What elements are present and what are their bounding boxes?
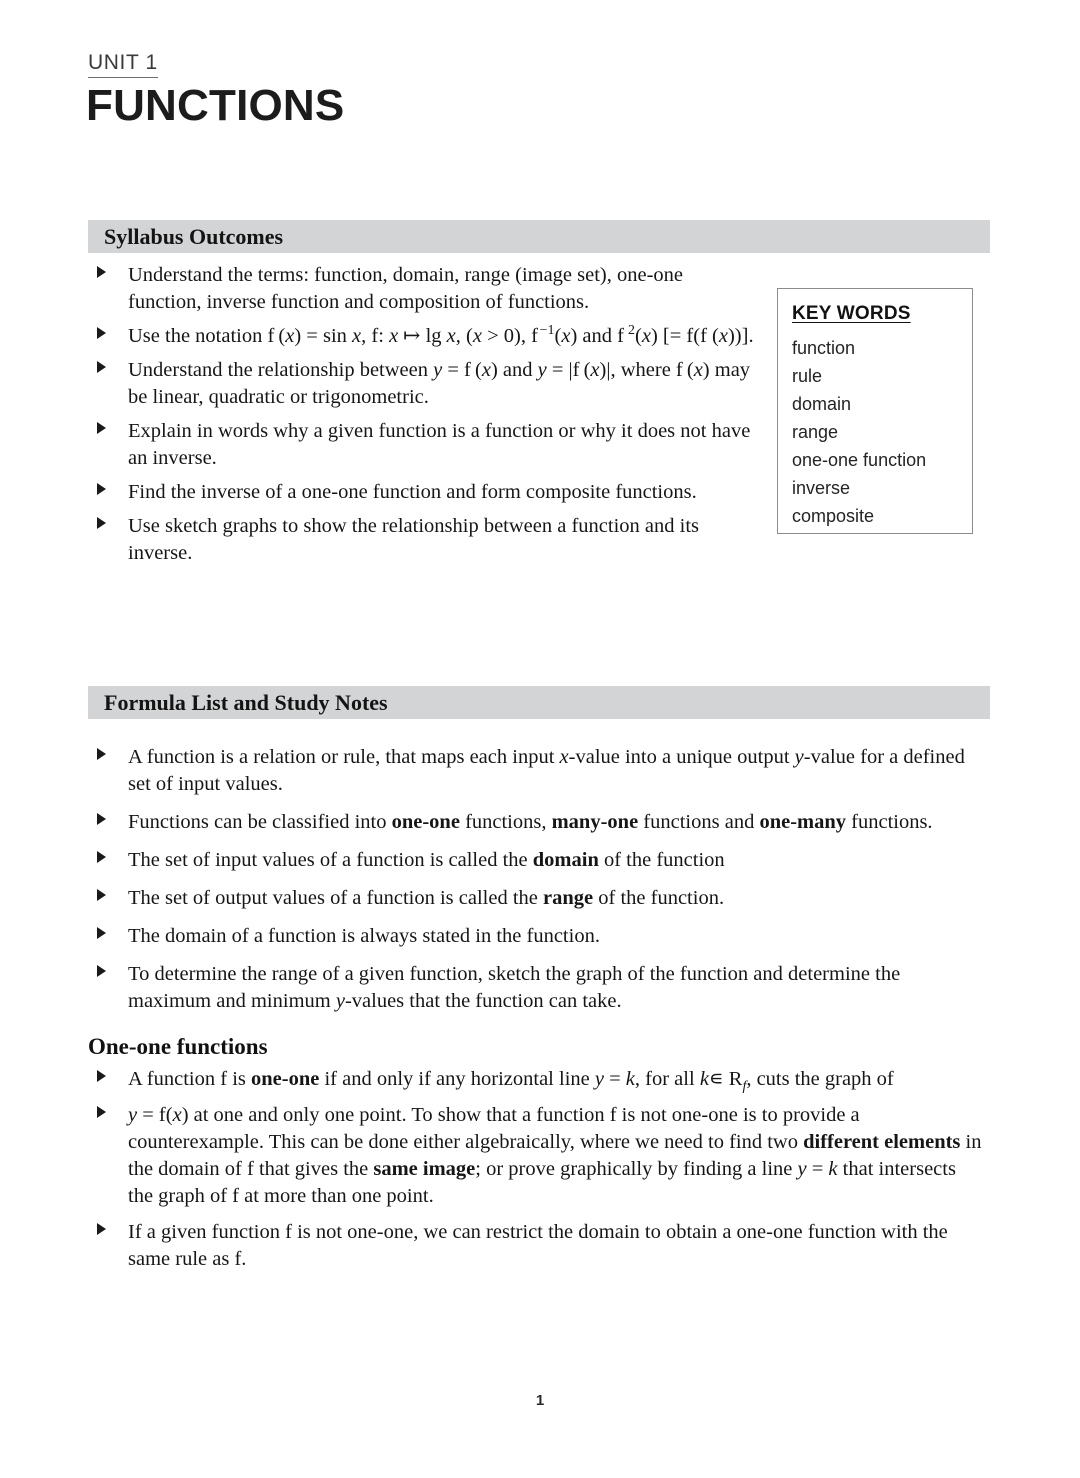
key-words-list [792,334,972,531]
list-item: inverse [792,478,851,499]
triangle-bullet-icon [97,851,106,863]
list-item [91,357,759,411]
list-item: function [792,338,856,358]
list-item: composite [792,506,875,527]
subsection-title-one-one-functions: One-one functions [88,1034,268,1059]
list-item-text: Find the inverse of a one-one function and form composite functions. [128,481,697,504]
list-item-text: Understand the relationship between y = f (x) and y = |f (x)|, where f (x) may be linear, quadratic or trigonometric. [128,359,751,409]
list-item [91,1102,984,1210]
triangle-bullet-icon [97,965,106,977]
list-item [91,744,979,798]
triangle-bullet-icon [97,517,106,529]
triangle-bullet-icon [97,1106,106,1118]
list-item: domain [792,394,852,415]
list-item-text: Use the notation f (x) = sin x, f: x ↦ lg x, (x > 0), f $^{-1}$(x) and f $^2$(x) [= f(f (x))]. [128,323,754,348]
key-words-title: KEY WORDS [792,303,911,324]
list-item-text: If a given function f is not one-one, we can restrict the domain to obtain a one-one function with the same rule as f. [128,1221,948,1271]
list-item-text: Use sketch graphs to show the relationship between a function and its inverse. [128,515,700,565]
page-title: FUNCTIONS [86,81,345,130]
formula-list-and-study-notes-list [91,744,979,1026]
list-item-text: A function is a relation or rule, that maps each input x-value into a unique output y-value for a defined set of input values. [128,746,965,796]
list-item [91,1219,984,1273]
triangle-bullet-icon [97,422,106,434]
section-header-formula-list [88,686,990,719]
list-item-text: y = f(x) at one and only one point. To show that a function f is not one-one is to provide a counterexample. This can be done either algebraically, where we need to find two different elements in the domain of f that gives the same image; or prove graphically by finding a line y = k that intersects the graph of f at more than one point. [128,1104,982,1208]
page-number: 1 [535,1392,545,1409]
key-words-box [777,288,973,534]
list-item-text: To determine the range of a given function, sketch the graph of the function and determine the maximum and minimum y-values that the function can take. [128,963,901,1013]
triangle-bullet-icon [97,1223,106,1235]
list-item [91,262,759,316]
list-item: one-one function [792,450,927,471]
list-item-text: The set of input values of a function is called the domain of the function [128,849,725,872]
list-item [91,1066,984,1093]
triangle-bullet-icon [97,927,106,939]
syllabus-outcomes-list [91,262,759,574]
triangle-bullet-icon [97,889,106,901]
section-title-formula: Formula List and Study Notes [104,689,388,715]
triangle-bullet-icon [97,748,106,760]
triangle-bullet-icon [97,1070,106,1082]
list-item-text: The set of output values of a function is called the range of the function. [128,887,725,910]
list-item: rule [792,366,823,387]
list-item-text: Understand the terms: function, domain, range (image set), one-one function, inverse function and composition of functions. [128,264,684,314]
triangle-bullet-icon [97,266,106,278]
list-item [91,323,759,350]
triangle-bullet-icon [97,483,106,495]
list-item-text: Functions can be classified into one-one functions, many-one functions and one-many functions. [128,811,933,834]
list-item [91,961,979,1015]
list-item [91,418,759,472]
list-item-text: The domain of a function is always stated in the function. [128,925,600,948]
triangle-bullet-icon [97,813,106,825]
triangle-bullet-icon [97,327,106,339]
list-item [91,809,979,836]
list-item-text: Explain in words why a given function is a function or why it does not have an inverse. [128,420,751,470]
list-item [91,847,979,874]
list-item [91,513,759,567]
triangle-bullet-icon [97,361,106,373]
list-item: range [792,422,839,443]
section-title-syllabus: Syllabus Outcomes [104,223,284,249]
list-item [91,885,979,912]
list-item [91,923,979,950]
section-header-syllabus-outcomes [88,220,990,253]
one-one-functions-list [91,1066,984,1282]
list-item [91,479,759,506]
unit-label: UNIT 1 [88,52,158,78]
list-item-text: A function f is one-one if and only if any horizontal line y = k, for all k∊ $R_f$, cuts the graph of [128,1068,894,1095]
